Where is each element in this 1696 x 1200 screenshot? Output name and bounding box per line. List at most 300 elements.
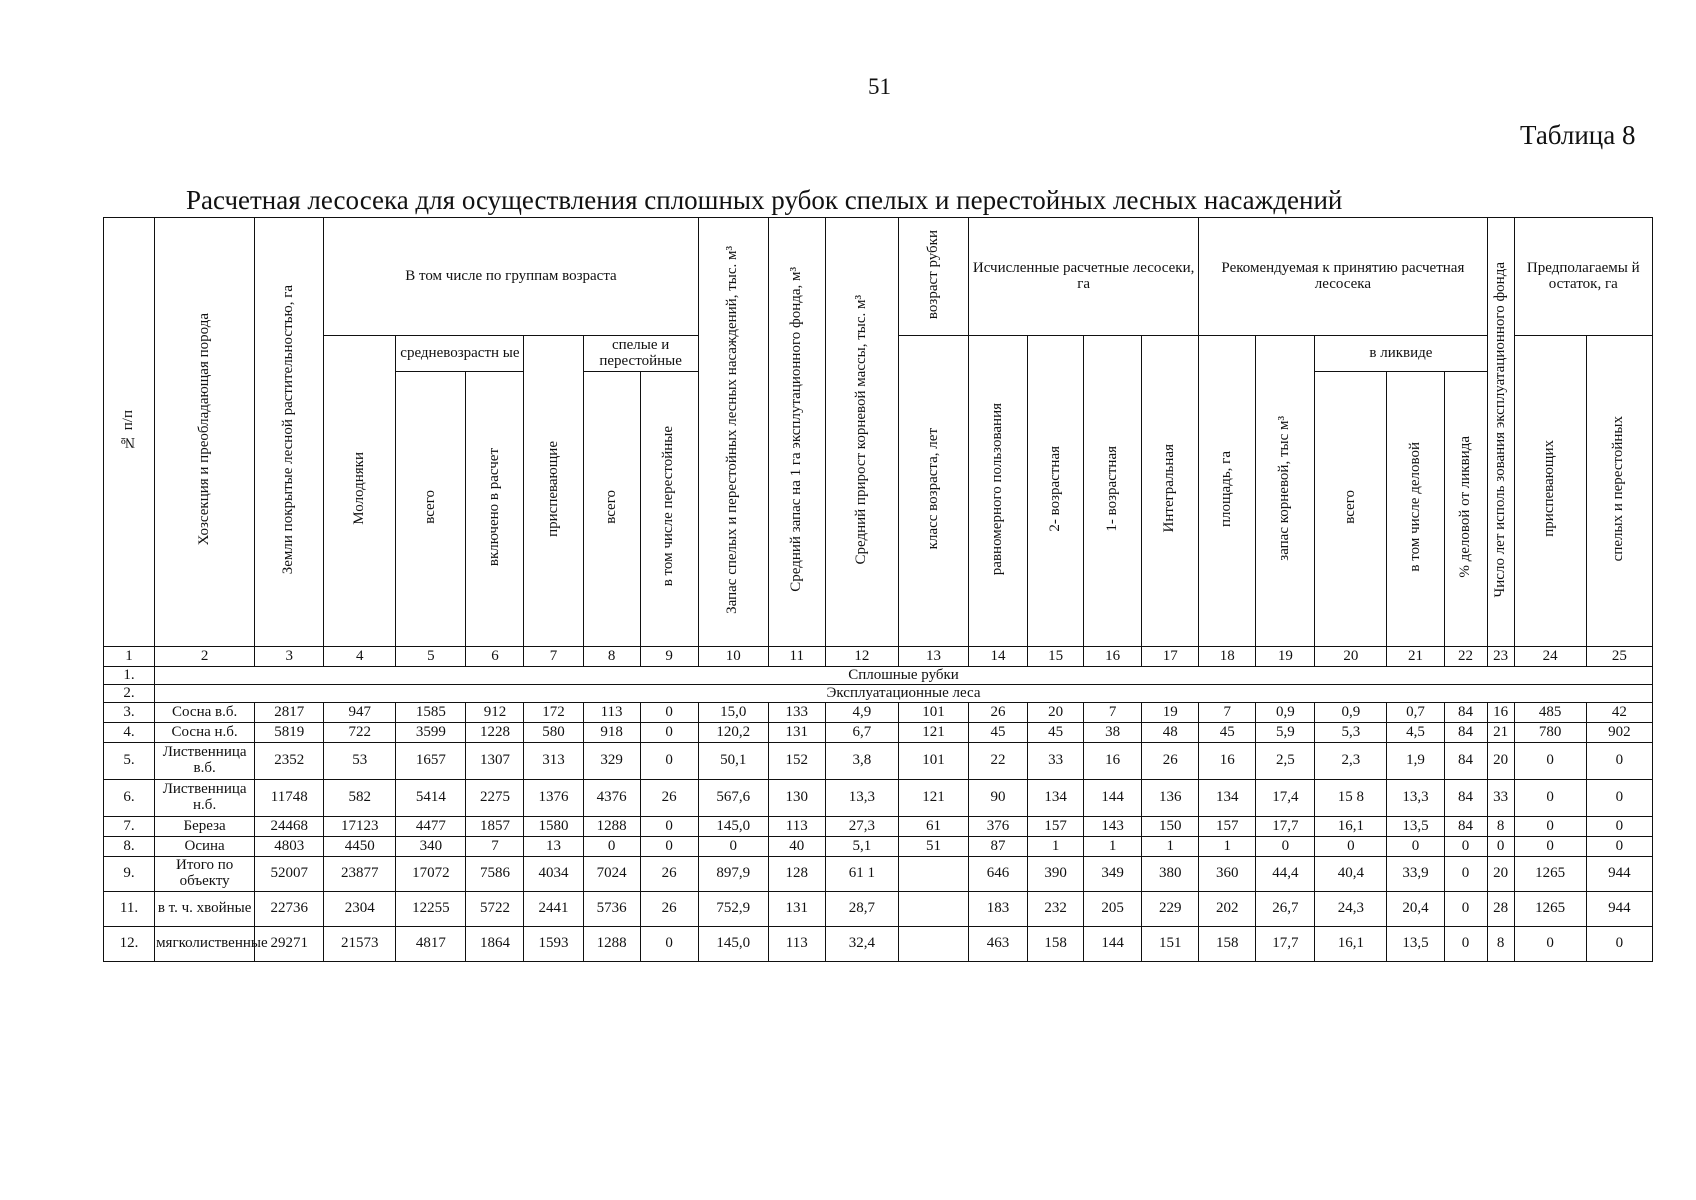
table-cell: 0	[1514, 817, 1586, 837]
table-cell: 133	[768, 703, 825, 723]
table-cell: 8	[1487, 927, 1514, 962]
table-cell: 136	[1142, 780, 1199, 817]
table-cell: 8.	[104, 837, 155, 857]
table-cell: 17123	[324, 817, 396, 837]
table-cell: 5819	[255, 723, 324, 743]
header-liquid-business: в том числе деловой	[1387, 372, 1444, 647]
section-label: Эксплуатационные леса	[155, 685, 1653, 703]
table-cell: 158	[1199, 927, 1256, 962]
table-cell: 121	[898, 723, 968, 743]
table-cell: 134	[1028, 780, 1084, 817]
table-cell: 580	[524, 723, 583, 743]
section-label: Сплошные рубки	[155, 667, 1653, 685]
table-cell: 1585	[396, 703, 466, 723]
table-cell: 152	[768, 743, 825, 780]
table-cell: 0	[1444, 927, 1487, 962]
column-number: 1	[104, 647, 155, 667]
table-cell: 722	[324, 723, 396, 743]
column-number: 3	[255, 647, 324, 667]
table-cell: 7	[1084, 703, 1142, 723]
header-business-pct: % деловой от ликвида	[1444, 372, 1487, 647]
table-cell: 32,4	[825, 927, 898, 962]
table-cell: 0,9	[1256, 703, 1315, 723]
table-cell: 23877	[324, 857, 396, 892]
table-cell: 84	[1444, 703, 1487, 723]
table-cell: 0	[1514, 780, 1586, 817]
table-cell: 172	[524, 703, 583, 723]
table-cell: 2352	[255, 743, 324, 780]
table-cell: 2817	[255, 703, 324, 723]
header-mature: спелые и перестойные	[583, 336, 698, 372]
table-cell: 24468	[255, 817, 324, 837]
table-cell: 5,3	[1315, 723, 1387, 743]
table-cell: 13	[524, 837, 583, 857]
table-cell: 1265	[1514, 892, 1586, 927]
table-cell: 51	[898, 837, 968, 857]
table-cell: 202	[1199, 892, 1256, 927]
row-species: мягколиственные	[155, 927, 255, 962]
table-cell: 17,7	[1256, 817, 1315, 837]
table-cell: 947	[324, 703, 396, 723]
table-cell: 13,3	[825, 780, 898, 817]
header-age-groups: В том числе по группам возраста	[324, 218, 698, 336]
row-species: Лиственница в.б.	[155, 743, 255, 780]
column-number: 21	[1387, 647, 1444, 667]
row-species: в т. ч. хвойные	[155, 892, 255, 927]
table-cell: 0	[1586, 743, 1652, 780]
table-cell: 463	[968, 927, 1027, 962]
table-cell: 360	[1199, 857, 1256, 892]
table-cell: 5.	[104, 743, 155, 780]
table-row	[104, 703, 1653, 723]
table-row	[104, 927, 1653, 962]
table-cell: 40	[768, 837, 825, 857]
table-cell: 1657	[396, 743, 466, 780]
table-cell: 45	[968, 723, 1027, 743]
section-number: 2.	[104, 685, 155, 703]
table-cell: 13,5	[1387, 927, 1444, 962]
row-species: Итого по объекту	[155, 857, 255, 892]
table-cell: 12.	[104, 927, 155, 962]
header-remainder: Предполагаемы й остаток, га	[1514, 218, 1652, 336]
table-cell: 29271	[255, 927, 324, 962]
table-cell: 145,0	[698, 817, 768, 837]
table-cell: 13,5	[1387, 817, 1444, 837]
table-cell: 380	[1142, 857, 1199, 892]
table-cell: 1288	[583, 927, 640, 962]
table-cell: 5736	[583, 892, 640, 927]
header-rem-mature: спелых и перестойных	[1586, 336, 1652, 647]
table-cell: 7	[1199, 703, 1256, 723]
row-species: Лиственница н.б.	[155, 780, 255, 817]
table-cell: 84	[1444, 723, 1487, 743]
row-species: Сосна в.б.	[155, 703, 255, 723]
table-cell: 145,0	[698, 927, 768, 962]
table-cell: 1593	[524, 927, 583, 962]
table-cell	[898, 892, 968, 927]
table-cell: 4,9	[825, 703, 898, 723]
table-cell: 19	[1142, 703, 1199, 723]
table-cell: 232	[1028, 892, 1084, 927]
column-number: 12	[825, 647, 898, 667]
table-cell: 7024	[583, 857, 640, 892]
table-cell: 0	[1387, 837, 1444, 857]
table-cell: 567,6	[698, 780, 768, 817]
table-cell: 1857	[466, 817, 524, 837]
table-cell: 90	[968, 780, 1027, 817]
header-rem-ripening: приспевающих	[1514, 336, 1586, 647]
table-cell: 4.	[104, 723, 155, 743]
table-cell: 84	[1444, 743, 1487, 780]
table-cell: 376	[968, 817, 1027, 837]
table-cell: 113	[768, 817, 825, 837]
table-cell: 1288	[583, 817, 640, 837]
table-cell: 33	[1487, 780, 1514, 817]
table-cell: 4803	[255, 837, 324, 857]
header-stock: Запас спелых и перестойных лесных насаждений, тыс. м³	[698, 218, 768, 647]
header-calculated: Исчисленные расчетные лесосеки, га	[968, 218, 1198, 336]
header-one-age: 1- возрастная	[1084, 336, 1142, 647]
header-num: № п/п	[104, 218, 155, 647]
table-cell: 53	[324, 743, 396, 780]
table-cell: 16,1	[1315, 817, 1387, 837]
table-cell: 50,1	[698, 743, 768, 780]
header-cut-age: возраст рубки	[898, 218, 968, 336]
table-cell: 1	[1199, 837, 1256, 857]
column-number: 9	[640, 647, 698, 667]
table-cell: 144	[1084, 780, 1142, 817]
column-number-row	[104, 647, 1653, 667]
table-cell: 4034	[524, 857, 583, 892]
table-cell: 28,7	[825, 892, 898, 927]
column-number: 15	[1028, 647, 1084, 667]
table-cell: 2275	[466, 780, 524, 817]
table-row	[104, 837, 1653, 857]
table-cell	[898, 927, 968, 962]
table-cell: 780	[1514, 723, 1586, 743]
table-cell: 61 1	[825, 857, 898, 892]
table-row	[104, 743, 1653, 780]
table-cell: 134	[1199, 780, 1256, 817]
table-cell: 15,0	[698, 703, 768, 723]
row-species: Сосна н.б.	[155, 723, 255, 743]
table-cell: 61	[898, 817, 968, 837]
table-cell: 7586	[466, 857, 524, 892]
table-cell: 646	[968, 857, 1027, 892]
table-cell: 3.	[104, 703, 155, 723]
table-cell: 390	[1028, 857, 1084, 892]
header-ripening: приспевающие	[524, 336, 583, 647]
table-cell: 918	[583, 723, 640, 743]
column-number: 8	[583, 647, 640, 667]
table-row	[104, 817, 1653, 837]
table-cell: 27,3	[825, 817, 898, 837]
table-cell: 0	[1586, 817, 1652, 837]
header-middle-all: всего	[396, 372, 466, 647]
table-cell: 44,4	[1256, 857, 1315, 892]
table-cell: 158	[1028, 927, 1084, 962]
column-number: 14	[968, 647, 1027, 667]
header-forest-land: Земли покрытые лесной растительностью, га	[255, 218, 324, 647]
table-cell: 944	[1586, 857, 1652, 892]
table-cell: 20	[1028, 703, 1084, 723]
table-cell: 26	[968, 703, 1027, 723]
table-cell: 3,8	[825, 743, 898, 780]
header-mature-all: всего	[583, 372, 640, 647]
column-number: 4	[324, 647, 396, 667]
table-cell: 9.	[104, 857, 155, 892]
table-cell: 329	[583, 743, 640, 780]
table-row	[104, 892, 1653, 927]
table-cell: 21	[1487, 723, 1514, 743]
table-cell: 87	[968, 837, 1027, 857]
header-two-age: 2- возрастная	[1028, 336, 1084, 647]
table-cell: 7	[466, 837, 524, 857]
table-cell: 33	[1028, 743, 1084, 780]
column-number: 13	[898, 647, 968, 667]
header-years: Число лет исполь зования эксплуатационного фонда	[1487, 218, 1514, 647]
table-cell: 752,9	[698, 892, 768, 927]
table-cell: 0	[1444, 892, 1487, 927]
header-integral: Интегральная	[1142, 336, 1199, 647]
header-area: площадь, га	[1199, 336, 1256, 647]
table-cell: 38	[1084, 723, 1142, 743]
forest-cutting-table	[103, 217, 1653, 962]
table-cell: 101	[898, 703, 968, 723]
table-cell: 0	[1586, 837, 1652, 857]
table-cell: 8	[1487, 817, 1514, 837]
table-cell: 157	[1028, 817, 1084, 837]
table-cell: 0	[640, 817, 698, 837]
table-cell: 0	[640, 743, 698, 780]
table-cell: 16	[1487, 703, 1514, 723]
table-cell: 0	[698, 837, 768, 857]
header-root-stock: запас корневой, тыс м³	[1256, 336, 1315, 647]
table-cell: 144	[1084, 927, 1142, 962]
column-number: 7	[524, 647, 583, 667]
table-cell: 26	[1142, 743, 1199, 780]
column-number: 18	[1199, 647, 1256, 667]
table-cell: 128	[768, 857, 825, 892]
column-number: 23	[1487, 647, 1514, 667]
header-avg-stock: Средний запас на 1 га эксплутационного фонда, м³	[768, 218, 825, 647]
column-number: 2	[155, 647, 255, 667]
table-cell: 1228	[466, 723, 524, 743]
table-cell: 48	[1142, 723, 1199, 743]
header-middle-incl: включено в расчет	[466, 372, 524, 647]
table-cell: 131	[768, 723, 825, 743]
table-cell: 1376	[524, 780, 583, 817]
table-cell: 120,2	[698, 723, 768, 743]
table-cell: 40,4	[1315, 857, 1387, 892]
table-cell: 150	[1142, 817, 1199, 837]
table-cell: 22	[968, 743, 1027, 780]
table-cell: 1,9	[1387, 743, 1444, 780]
table-cell: 0	[1444, 837, 1487, 857]
table-cell: 21573	[324, 927, 396, 962]
table-cell: 15 8	[1315, 780, 1387, 817]
column-number: 11	[768, 647, 825, 667]
column-number: 25	[1586, 647, 1652, 667]
table-cell: 1307	[466, 743, 524, 780]
table-cell: 11748	[255, 780, 324, 817]
table-cell: 0	[1514, 927, 1586, 962]
header-middle: средневозрастн ые	[396, 336, 524, 372]
table-cell: 340	[396, 837, 466, 857]
table-label: Таблица 8	[1520, 120, 1636, 150]
header-uniform: равномерного пользования	[968, 336, 1027, 647]
table-cell: 5722	[466, 892, 524, 927]
table-cell: 4376	[583, 780, 640, 817]
column-number: 22	[1444, 647, 1487, 667]
table-cell: 2,3	[1315, 743, 1387, 780]
table-cell: 0,9	[1315, 703, 1387, 723]
table-cell: 912	[466, 703, 524, 723]
table-cell: 84	[1444, 780, 1487, 817]
table-cell: 0,7	[1387, 703, 1444, 723]
table-cell: 130	[768, 780, 825, 817]
table-cell: 4450	[324, 837, 396, 857]
table-cell: 16	[1084, 743, 1142, 780]
table-cell: 0	[1514, 837, 1586, 857]
table-cell: 121	[898, 780, 968, 817]
column-number: 6	[466, 647, 524, 667]
table-cell: 1265	[1514, 857, 1586, 892]
table-cell: 582	[324, 780, 396, 817]
header-avg-growth: Средний прирост корневой массы, тыс. м³	[825, 218, 898, 647]
header-liquid: в ликвиде	[1315, 336, 1487, 372]
table-cell: 131	[768, 892, 825, 927]
table-cell: 0	[1256, 837, 1315, 857]
table-cell: 45	[1199, 723, 1256, 743]
column-number: 5	[396, 647, 466, 667]
table-cell: 2,5	[1256, 743, 1315, 780]
table-cell: 20	[1487, 743, 1514, 780]
table-row	[104, 780, 1653, 817]
table-cell: 902	[1586, 723, 1652, 743]
table-cell: 24,3	[1315, 892, 1387, 927]
table-cell: 5414	[396, 780, 466, 817]
table-cell	[898, 857, 968, 892]
header-liquid-all: всего	[1315, 372, 1387, 647]
table-cell: 26,7	[1256, 892, 1315, 927]
table-cell: 17,4	[1256, 780, 1315, 817]
table-cell: 20,4	[1387, 892, 1444, 927]
table-cell: 33,9	[1387, 857, 1444, 892]
table-cell: 0	[640, 927, 698, 962]
table-cell: 0	[640, 837, 698, 857]
table-cell: 313	[524, 743, 583, 780]
header-species: Хозсекция и преобладающая порода	[155, 218, 255, 647]
section-rows	[104, 667, 1653, 703]
table-cell: 1	[1142, 837, 1199, 857]
document-title: Расчетная лесосека для осуществления сплошных рубок спелых и перестойных лесных насаждений	[186, 185, 1343, 215]
table-cell: 22736	[255, 892, 324, 927]
column-number: 24	[1514, 647, 1586, 667]
table-cell: 0	[1514, 743, 1586, 780]
table-cell: 0	[640, 723, 698, 743]
table-cell: 4477	[396, 817, 466, 837]
table-cell: 1580	[524, 817, 583, 837]
table-cell: 1864	[466, 927, 524, 962]
table-cell: 5,9	[1256, 723, 1315, 743]
table-cell: 1	[1028, 837, 1084, 857]
section-number: 1.	[104, 667, 155, 685]
table-cell: 101	[898, 743, 968, 780]
page-number: 51	[868, 74, 891, 99]
table-cell: 12255	[396, 892, 466, 927]
header-mature-over: в том числе перестойные	[640, 372, 698, 647]
table-cell: 84	[1444, 817, 1487, 837]
column-number: 17	[1142, 647, 1199, 667]
column-number: 19	[1256, 647, 1315, 667]
column-number: 16	[1084, 647, 1142, 667]
table-cell: 485	[1514, 703, 1586, 723]
table-cell: 11.	[104, 892, 155, 927]
table-cell: 3599	[396, 723, 466, 743]
table-cell: 0	[1487, 837, 1514, 857]
table-cell: 6.	[104, 780, 155, 817]
column-number: 20	[1315, 647, 1387, 667]
table-cell: 26	[640, 892, 698, 927]
table-cell: 0	[583, 837, 640, 857]
table-row	[104, 857, 1653, 892]
header-age-class: класс возраста, лет	[898, 336, 968, 647]
table-cell: 897,9	[698, 857, 768, 892]
data-rows	[104, 703, 1653, 962]
table-cell: 7.	[104, 817, 155, 837]
table-cell: 1	[1084, 837, 1142, 857]
row-species: Осина	[155, 837, 255, 857]
table-cell: 183	[968, 892, 1027, 927]
table-cell: 113	[768, 927, 825, 962]
table-cell: 17072	[396, 857, 466, 892]
header-young: Молодняки	[324, 336, 396, 647]
table-cell: 229	[1142, 892, 1199, 927]
table-cell: 6,7	[825, 723, 898, 743]
table-cell: 16	[1199, 743, 1256, 780]
header-recommended: Рекомендуемая к принятию расчетная лесосека	[1199, 218, 1487, 336]
table-cell: 5,1	[825, 837, 898, 857]
table-cell: 0	[1586, 927, 1652, 962]
table-cell: 113	[583, 703, 640, 723]
table-cell: 4,5	[1387, 723, 1444, 743]
table-cell: 157	[1199, 817, 1256, 837]
table-cell: 42	[1586, 703, 1652, 723]
table-cell: 28	[1487, 892, 1514, 927]
table-cell: 0	[640, 703, 698, 723]
table-cell: 16,1	[1315, 927, 1387, 962]
table-cell: 17,7	[1256, 927, 1315, 962]
table-cell: 0	[1586, 780, 1652, 817]
table-cell: 205	[1084, 892, 1142, 927]
table-cell: 944	[1586, 892, 1652, 927]
table-cell: 4817	[396, 927, 466, 962]
table-cell: 26	[640, 780, 698, 817]
table-cell: 52007	[255, 857, 324, 892]
table-cell: 143	[1084, 817, 1142, 837]
table-cell: 151	[1142, 927, 1199, 962]
table-cell: 20	[1487, 857, 1514, 892]
column-number: 10	[698, 647, 768, 667]
table-cell: 349	[1084, 857, 1142, 892]
table-cell: 13,3	[1387, 780, 1444, 817]
table-row	[104, 723, 1653, 743]
table-cell: 45	[1028, 723, 1084, 743]
table-cell: 26	[640, 857, 698, 892]
row-species: Береза	[155, 817, 255, 837]
table-cell: 2441	[524, 892, 583, 927]
